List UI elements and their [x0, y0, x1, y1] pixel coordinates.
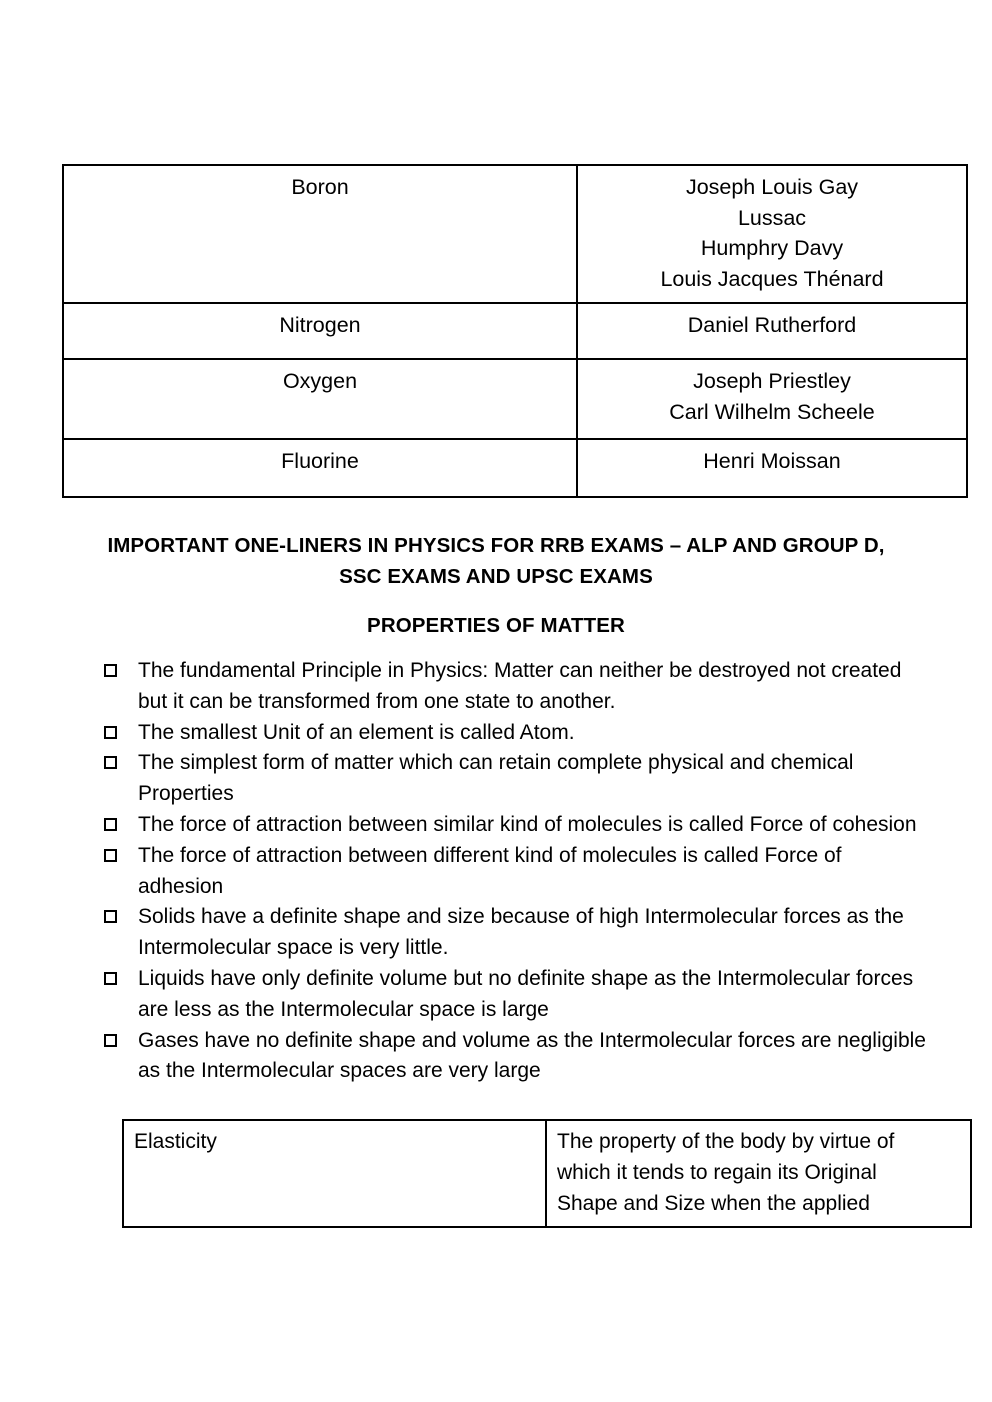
list-item	[104, 656, 930, 718]
list-item	[104, 964, 930, 1026]
empty-checkbox-icon	[104, 748, 126, 779]
element-name: Nitrogen	[279, 313, 361, 337]
definition-line: Shape and Size when the applied	[557, 1192, 870, 1215]
elasticity-definition-table	[122, 1119, 972, 1228]
discoverer-line: Joseph Priestley	[693, 369, 851, 393]
table-row	[123, 1120, 971, 1227]
empty-checkbox-icon	[104, 964, 126, 995]
list-item-text: Liquids have only definite volume but no definite shape as the Intermolecular forces are less as the Intermolecular space is large	[138, 966, 914, 1021]
table-row	[63, 303, 967, 359]
discoverer-line: Carl Wilhelm Scheele	[669, 399, 875, 424]
element-name-cell	[63, 303, 577, 359]
empty-checkbox-icon	[104, 656, 126, 687]
table-row	[63, 165, 967, 303]
table-row	[63, 439, 967, 497]
list-item-text: Gases have no definite shape and volume as the Intermolecular forces are negligible as the Intermolecular spaces are very large	[138, 1028, 926, 1083]
discoverer-cell	[577, 303, 967, 359]
definition-line: which it tends to regain its Original	[557, 1161, 877, 1184]
discoverer-line: Daniel Rutherford	[687, 313, 857, 337]
discoverer-line: Louis Jacques Thénard	[660, 266, 884, 291]
list-item-text: The force of attraction between different kind of molecules is called Force of adhesion	[138, 843, 842, 898]
element-name: Oxygen	[282, 369, 358, 393]
element-name: Fluorine	[281, 449, 359, 473]
properties-of-matter-list	[104, 656, 930, 1087]
discoverer-cell	[577, 439, 967, 497]
element-name-cell	[63, 439, 577, 497]
list-item	[104, 902, 930, 964]
empty-checkbox-icon	[104, 902, 126, 933]
discoverer-line: Lussac	[737, 205, 807, 230]
element-name: Boron	[291, 175, 349, 199]
list-item-text: Solids have a definite shape and size because of high Intermolecular forces as the Intermolecular space is very little.	[138, 905, 904, 960]
list-item-text: The smallest Unit of an element is called Atom.	[138, 720, 575, 744]
term-label: Elasticity	[134, 1130, 217, 1153]
list-item	[104, 748, 930, 810]
empty-checkbox-icon	[104, 810, 126, 841]
definition-line: The property of the body by virtue of	[557, 1130, 895, 1153]
discoverer-cell	[577, 359, 967, 439]
term-cell	[123, 1120, 546, 1227]
empty-checkbox-icon	[104, 718, 126, 749]
definition-cell	[546, 1120, 971, 1227]
list-item-text: The fundamental Principle in Physics: Matter can neither be destroyed not created but it can be transformed from one state to another.	[138, 659, 902, 713]
discoverer-cell	[577, 165, 967, 303]
list-item	[104, 718, 930, 749]
list-item	[104, 841, 930, 903]
empty-checkbox-icon	[104, 841, 126, 872]
list-item	[104, 1026, 930, 1088]
element-discoverers-table	[62, 164, 968, 498]
element-name-cell	[63, 359, 577, 439]
list-item-text: The simplest form of matter which can retain complete physical and chemical Properties	[138, 751, 854, 806]
section-heading: PROPERTIES OF MATTER	[367, 614, 625, 637]
discoverer-line: Joseph Louis Gay	[685, 175, 859, 199]
discoverer-line: Henri Moissan	[703, 449, 841, 473]
discoverer-line: Humphry Davy	[700, 236, 844, 260]
page-title: IMPORTANT ONE-LINERS IN PHYSICS FOR RRB EXAMS – ALP AND GROUP D, SSC EXAMS AND UPSC EXAMS	[107, 534, 885, 588]
element-name-cell	[63, 165, 577, 303]
empty-checkbox-icon	[104, 1026, 126, 1057]
table-row	[63, 359, 967, 439]
list-item	[104, 810, 930, 841]
list-item-text: The force of attraction between similar kind of molecules is called Force of cohesion	[138, 812, 917, 836]
